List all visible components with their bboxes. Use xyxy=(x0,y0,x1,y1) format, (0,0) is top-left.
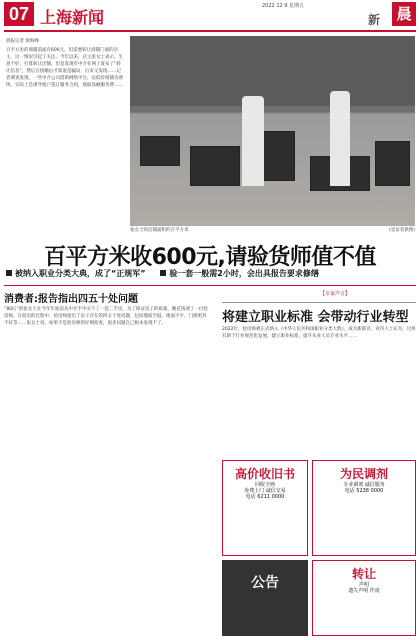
special-label: 【专家声音】 xyxy=(320,291,351,297)
ad-line: 专业调剂 诚信服务 xyxy=(343,482,385,488)
subhead-1: 被纳入职业分类大典，成了“正规军” xyxy=(15,269,146,278)
subhead-2: 验一套一般需2小时，会出具报告要求修缮 xyxy=(169,269,319,278)
right-article-body: 2022年，验房师被正式纳入《中华人民共和国职业分类大典》，成为新职业。业内人士认为，这将有助于行业规范化发展，建立职业标准，提升从业人员专业水平…… xyxy=(222,327,416,339)
main-headline: 百平方米收600元,请验货师值不值 xyxy=(44,245,376,270)
left-article-title: 消费者:报告指出四五十处问题 xyxy=(4,294,138,305)
ad-title: 为民调剂 xyxy=(339,467,388,481)
header-rule xyxy=(4,30,416,32)
reporter-byline: 晨报记者 梁海峰 xyxy=(6,39,39,44)
left-article-body: “80后”的张女士在今年年底前从中介手中买下了一套二手房，为了保证房子的质量，她花钱请了一位验房师。在验房的过程中，验房师指出了房子存在的四五十处问题，包括墙面空鼓、地面不平、门窗密封不好等……张女士说，如果不是验房师的仔细检查，很多问题自己根本发现不了。 xyxy=(4,307,208,326)
ad-transfer xyxy=(312,560,416,636)
ad-title: 高价收旧书 xyxy=(234,467,295,481)
ad-line: 电话 6211 0000 xyxy=(245,494,285,500)
notice-stamp: 公告 xyxy=(222,560,308,636)
ad-line: 回收字画 xyxy=(254,482,275,488)
photo-caption: 张女士的店铺面积约百平方米 xyxy=(130,228,189,233)
section-title: 上海新闻 xyxy=(40,8,105,27)
page-number: 07 xyxy=(4,2,34,26)
page-header xyxy=(0,0,420,32)
news-photo xyxy=(130,36,415,226)
right-article-title: 将建立职业标准 会带动行业转型 xyxy=(222,310,409,325)
ad-line: 电话 5238 0000 xyxy=(344,488,384,494)
ad-old-books xyxy=(222,460,308,556)
subheadlines xyxy=(4,268,416,279)
right-rule xyxy=(222,302,416,303)
bullet-square-icon xyxy=(6,270,12,276)
photo-credit: (受访者供图) xyxy=(388,228,415,233)
brand-logo xyxy=(368,2,416,28)
left-article xyxy=(4,290,212,638)
ad-service xyxy=(312,460,416,556)
ad-line: 遗失声明 作废 xyxy=(348,588,380,594)
ad-line: 免费上门 诚信交易 xyxy=(244,488,286,494)
brand-right-text: 晨 xyxy=(392,2,416,26)
ad-title: 转让 xyxy=(351,567,376,581)
ad-line: 声明 xyxy=(358,582,369,588)
brand-left-text: 新 xyxy=(368,13,381,27)
section-divider xyxy=(4,285,416,286)
photo-caption-row xyxy=(130,227,415,233)
bullet-square-icon xyxy=(160,270,166,276)
top-story-body: 百平方米的商铺前面有600元，但需要转让商铺门面的店主，这一情况引起了关注。今年以来，店主张女士表示，生意不好，打算转让店铺，但是发现有中介在网上发布了“转让信息”，然后在接触后才知道是骗局，后来又发现……记者调查发现，一些中介公司借助网络平台，以低价商铺为诱饵，实际上是诱导租户签订服务合同，收取高额服务费…… xyxy=(6,48,123,88)
dateline: 2022 12 9 星期五 xyxy=(262,3,305,9)
